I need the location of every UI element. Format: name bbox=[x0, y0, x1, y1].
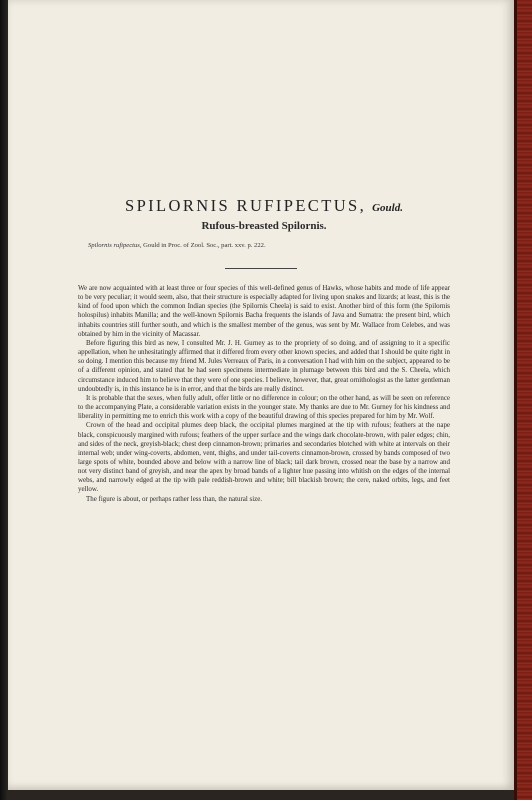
body-text bbox=[78, 284, 450, 504]
divider-rule bbox=[225, 268, 297, 269]
paragraph-5: The figure is about, or perhaps rather less than, the natural size. bbox=[86, 494, 263, 503]
species-author: Gould. bbox=[372, 202, 403, 214]
scan-left-edge bbox=[0, 0, 8, 800]
species-title bbox=[78, 196, 450, 216]
paragraph-2: Before figuring this bird as new, I consulted Mr. J. H. Gurney as to the propriety of so doing, and of assigning to it a specific appellation, when he unhesitatingly affirmed that it differed from every other known species, and added that I should be quite right in so doing. I mention this because my friend M. Jules Verreaux of Paris, in a conversation I had with him on the subject, appeared to be of a different opinion, and stated that he had seen specimens intermediate in plumage between this bird and the S. Cheela, which circumstance induced him to believe that they were of one species. I believe, however, that, great ornithologist as the latter gentleman undoubtedly is, in this instance he is in error, and that the birds are really distinct. bbox=[78, 338, 450, 393]
paragraph-3: It is probable that the sexes, when fully adult, offer little or no difference in colour; on the other hand, as will be seen on reference to the accompanying Plate, a considerable variation exists in the younger state. My thanks are due to Mr. Gurney for his kindness and liberality in permitting me to enrich this work with a copy of the beautiful drawing of this species prepared for him by Mr. Wolf. bbox=[78, 393, 450, 421]
paragraph-4: Crown of the head and occipital plumes deep black, the occipital plumes margined at the tip with rufous; feathers at the nape black, conspicuously margined with rufous; feathers of the upper surface and the wings dark chocolate-brown, with paler edges; chin, and sides of the neck, greyish-black; chest deep cinnamon-brown; primaries and secondaries blotched with white at intervals on their internal web; under wing-coverts, abdomen, vent, thighs, and under tail-coverts cinnamon-brown, crossed by bands composed of two large spots of white, bounded above and below with a narrow line of black; tail dark brown, crossed near the base by a narrow and not very distinct band of greyish, and near the apex by broad bands of a lighter hue passing into whitish on the edges of the internal webs, and narrowly edged at the tip with pale reddish-brown and white; bill blackish brown; the cere, naked orbits, legs, and feet yellow. bbox=[78, 421, 450, 494]
book-page bbox=[8, 0, 514, 790]
scan-bottom-edge bbox=[8, 790, 514, 800]
reference-text: Gould in Proc. of Zool. Soc., part. xxv. p. 222. bbox=[143, 242, 266, 249]
book-binding-edge bbox=[514, 0, 532, 800]
common-name: Rufous-breasted Spilornis. bbox=[201, 220, 327, 232]
reference-citation bbox=[88, 242, 450, 249]
paragraph-1: We are now acquainted with at least three or four species of this well-defined genus of Hawks, whose habits and mode of life appear to be very peculiar; it would seem, also, that their structure is especially adapted for living upon snakes and lizards; at least, this is the kind of food upon which the common Indian species (the Spilornis Cheela) is said to exist. Another bird of this form (the Spilornis holospilus) inhabits Manilla; and the well-known Spilornis Bacha frequents the islands of Java and Sumatra: the present bird, which inhabits countries still further south, and which is the smallest member of the genus, was sent by Mr. Wallace from Celebes, and was obtained by him in the vicinity of Macassar. bbox=[78, 284, 450, 338]
reference-species: Spilornis rufipectus, bbox=[88, 242, 142, 249]
species-name: SPILORNIS RUFIPECTUS, bbox=[125, 196, 367, 215]
